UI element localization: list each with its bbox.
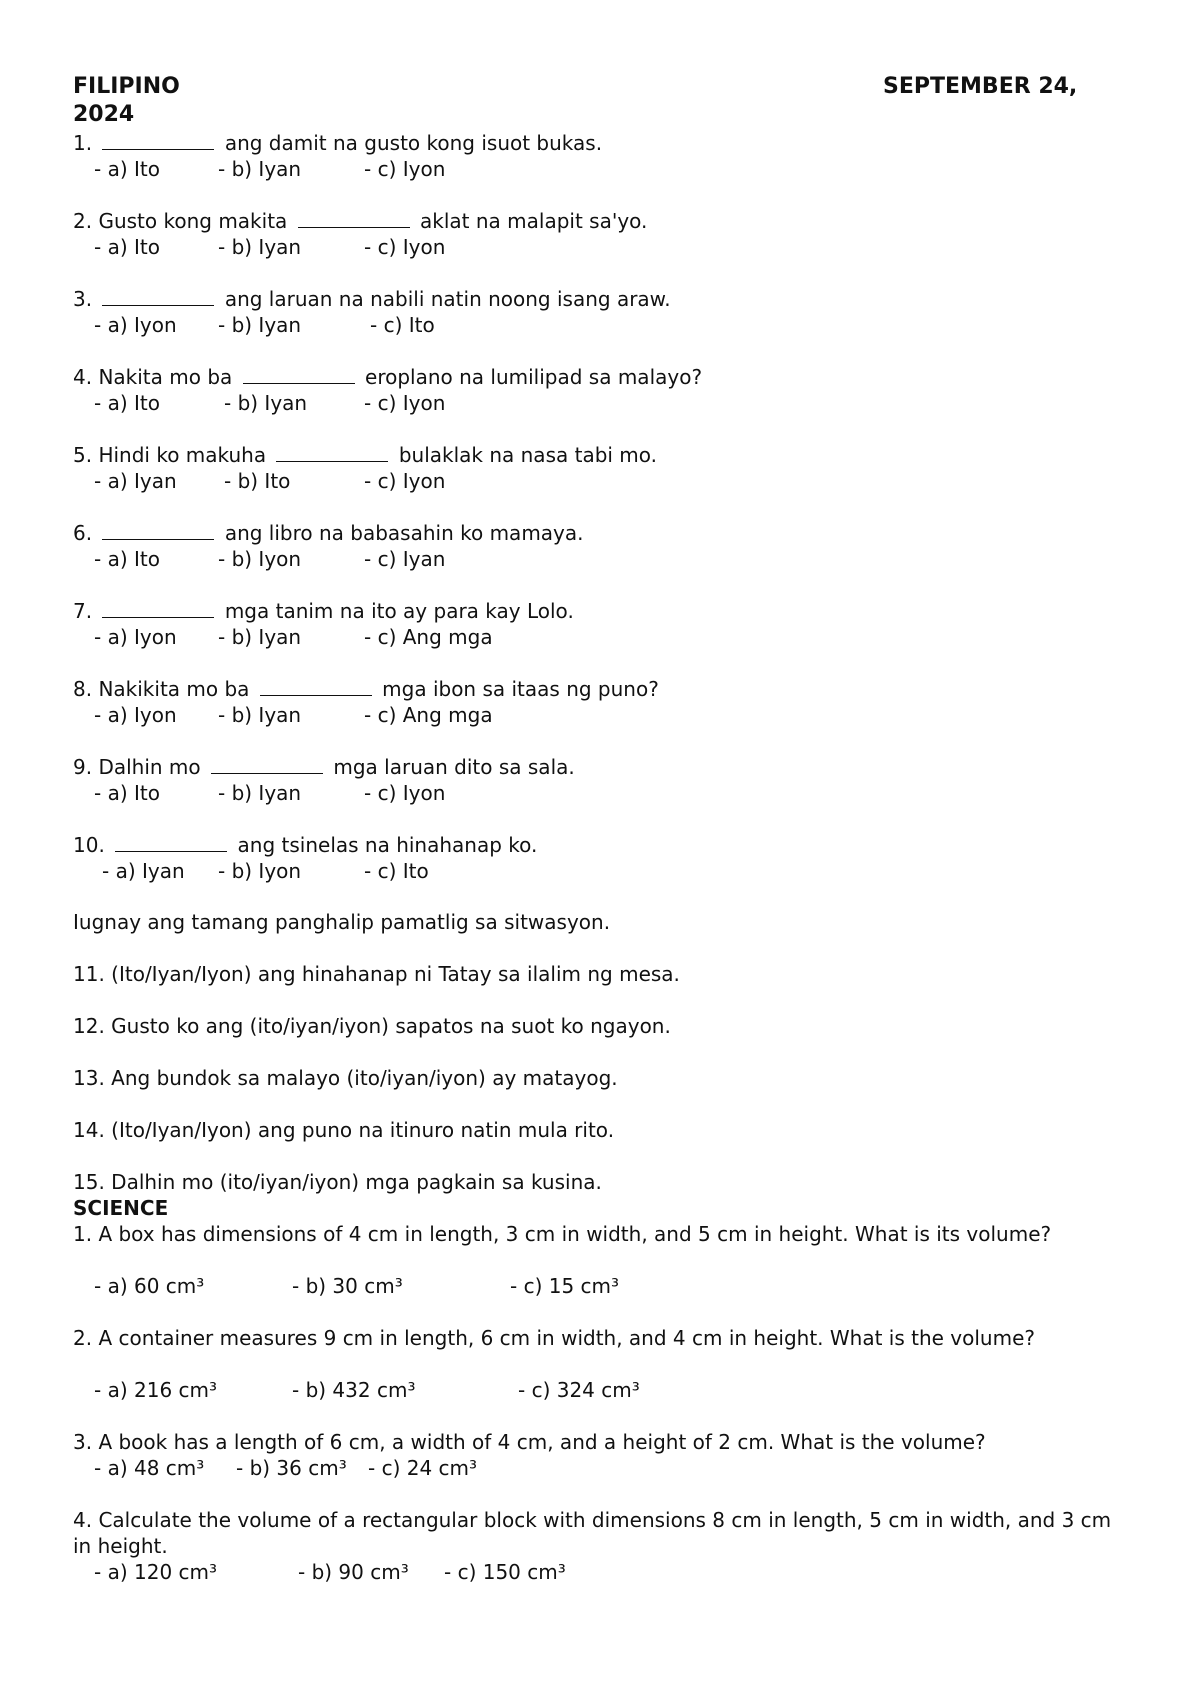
year-heading: 2024 <box>73 102 135 127</box>
answer-blank <box>102 597 214 618</box>
answer-blank <box>102 519 214 540</box>
question-number: 6. <box>73 521 93 545</box>
option-c: - c) Iyan <box>364 547 446 571</box>
option-b: - b) 30 cm³ <box>292 1274 403 1298</box>
option-a: - a) 48 cm³ <box>94 1456 205 1480</box>
question-text: bulaklak na nasa tabi mo. <box>398 443 658 467</box>
question-number: 9. <box>73 755 93 779</box>
matching-item: 14. (Ito/Iyan/Iyon) ang puno na itinuro natin mula rito. <box>73 1118 615 1142</box>
answer-blank <box>102 129 214 150</box>
question-line <box>73 519 584 546</box>
subject-heading: FILIPINO <box>73 74 180 99</box>
question-text-pre: Nakikita mo ba <box>98 677 256 701</box>
option-c: - c) 15 cm³ <box>510 1274 620 1298</box>
option-a: - a) Iyon <box>94 313 177 337</box>
option-b: - b) Iyan <box>218 781 302 805</box>
option-b: - b) Iyan <box>218 313 302 337</box>
question-line <box>73 831 537 858</box>
option-b: - b) Iyan <box>218 703 302 727</box>
option-c: - c) Iyon <box>364 157 446 181</box>
question-number: 1. <box>73 131 93 155</box>
option-b: - b) Ito <box>224 469 291 493</box>
question-text-pre: Nakita mo ba <box>98 365 239 389</box>
question-line <box>73 129 602 156</box>
option-a: - a) Iyon <box>94 625 177 649</box>
option-a: - a) Ito <box>94 157 160 181</box>
option-c: - c) Ito <box>370 313 435 337</box>
option-c: - c) Iyon <box>364 391 446 415</box>
question-text: ang libro na babasahin ko mamaya. <box>224 521 584 545</box>
option-a: - a) 120 cm³ <box>94 1560 218 1584</box>
answer-blank <box>260 675 372 696</box>
option-a: - a) Ito <box>94 547 160 571</box>
question-line <box>73 675 659 702</box>
option-c: - c) Iyon <box>364 469 446 493</box>
matching-item: 12. Gusto ko ang (ito/iyan/iyon) sapatos na suot ko ngayon. <box>73 1014 671 1038</box>
question-text-pre: Gusto kong makita <box>98 209 294 233</box>
matching-item: 13. Ang bundok sa malayo (ito/iyan/iyon) ay matayog. <box>73 1066 618 1090</box>
science-heading: SCIENCE <box>73 1196 169 1220</box>
question-line <box>73 441 657 468</box>
option-b: - b) Iyon <box>218 547 302 571</box>
option-c: - c) 24 cm³ <box>368 1456 478 1480</box>
question-text: eroplano na lumilipad sa malayo? <box>365 365 703 389</box>
option-c: - c) Ang mga <box>364 703 493 727</box>
question-number: 3. <box>73 287 93 311</box>
question-line <box>73 363 702 390</box>
option-b: - b) Iyan <box>224 391 308 415</box>
science-question: 1. A box has dimensions of 4 cm in length, 3 cm in width, and 5 cm in height. What is its volume? <box>73 1222 1052 1246</box>
question-text: ang laruan na nabili natin noong isang araw. <box>224 287 671 311</box>
option-c: - c) Ang mga <box>364 625 493 649</box>
option-c: - c) Iyon <box>364 781 446 805</box>
answer-blank <box>276 441 388 462</box>
question-line <box>73 285 671 312</box>
question-number: 8. <box>73 677 93 701</box>
question-text: aklat na malapit sa'yo. <box>420 209 648 233</box>
question-text: ang damit na gusto kong isuot bukas. <box>224 131 603 155</box>
options-row <box>94 1559 566 1689</box>
question-text-pre: Dalhin mo <box>98 755 208 779</box>
option-b: - b) Iyan <box>218 235 302 259</box>
option-b: - b) Iyon <box>218 859 302 883</box>
option-c: - c) 324 cm³ <box>518 1378 640 1402</box>
answer-blank <box>115 831 227 852</box>
question-line <box>73 597 574 624</box>
question-line <box>73 753 575 780</box>
question-text: mga ibon sa itaas ng puno? <box>382 677 659 701</box>
matching-item: 15. Dalhin mo (ito/iyan/iyon) mga pagkain sa kusina. <box>73 1170 602 1194</box>
science-question: 3. A book has a length of 6 cm, a width of 4 cm, and a height of 2 cm. What is the volume? <box>73 1430 986 1454</box>
science-question: 2. A container measures 9 cm in length, 6 cm in width, and 4 cm in height. What is the volume? <box>73 1326 1036 1350</box>
question-text-pre: Hindi ko makuha <box>98 443 273 467</box>
option-a: - a) Ito <box>94 235 160 259</box>
question-number: 5. <box>73 443 93 467</box>
answer-blank <box>211 753 323 774</box>
question-line <box>73 207 647 234</box>
option-a: - a) 216 cm³ <box>94 1378 218 1402</box>
question-number: 4. <box>73 365 93 389</box>
option-a: - a) Iyan <box>102 859 185 883</box>
matching-item: 11. (Ito/Iyan/Iyon) ang hinahanap ni Tatay sa ilalim ng mesa. <box>73 962 680 986</box>
question-number: 7. <box>73 599 93 623</box>
option-b: - b) 36 cm³ <box>236 1456 347 1480</box>
question-number: 10. <box>73 833 105 857</box>
option-a: - a) Ito <box>94 391 160 415</box>
answer-blank <box>102 285 214 306</box>
instruction-text: Iugnay ang tamang panghalip pamatlig sa sitwasyon. <box>73 910 611 934</box>
question-text: mga laruan dito sa sala. <box>333 755 575 779</box>
option-a: - a) 60 cm³ <box>94 1274 205 1298</box>
answer-blank <box>243 363 355 384</box>
question-text: ang tsinelas na hinahanap ko. <box>237 833 538 857</box>
option-b: - b) Iyan <box>218 157 302 181</box>
question-text: mga tanim na ito ay para kay Lolo. <box>224 599 574 623</box>
option-a: - a) Iyon <box>94 703 177 727</box>
option-b: - b) 90 cm³ <box>298 1560 409 1584</box>
answer-blank <box>298 207 410 228</box>
option-c: - c) Iyon <box>364 235 446 259</box>
option-c: - c) Ito <box>364 859 429 883</box>
science-question: 4. Calculate the volume of a rectangular block with dimensions 8 cm in length, 5 cm in width, and 3 cm in height. <box>73 1508 1112 1558</box>
date-heading: SEPTEMBER 24, <box>883 74 1078 99</box>
option-a: - a) Iyan <box>94 469 177 493</box>
option-a: - a) Ito <box>94 781 160 805</box>
question-number: 2. <box>73 209 93 233</box>
option-b: - b) Iyan <box>218 625 302 649</box>
option-c: - c) 150 cm³ <box>444 1560 566 1584</box>
option-b: - b) 432 cm³ <box>292 1378 416 1402</box>
